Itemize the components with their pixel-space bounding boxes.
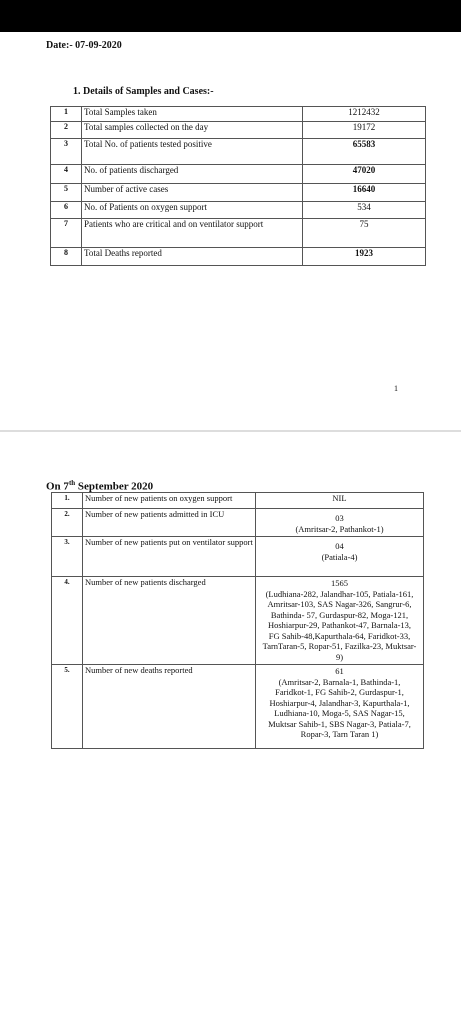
row-detail: (Ludhiana-282, Jalandhar-105, Patiala-161, Amritsar-103, SAS Nagar-326, Sangrur-6, Bathinda- 57, Gurdaspur-82, Moga-121, Hoshiarpur-29, Pathankot-47, Barnala-13, FG Sahib-48,Kapurthala-64, Faridkot-33, TarnTaran-5, Ropar-51, Fazilka-23, Muktsar-9)	[262, 588, 417, 662]
row-number: 3	[51, 139, 82, 165]
samples-cases-table	[50, 106, 426, 266]
section1-title: 1. Details of Samples and Cases:-	[73, 86, 214, 97]
row-number: 3.	[52, 537, 83, 577]
row-label: Number of active cases	[82, 184, 303, 202]
table-row	[52, 509, 424, 537]
row-value: 04	[335, 541, 344, 551]
row-label: Number of new patients put on ventilator support	[83, 537, 256, 577]
page-number: 1	[394, 384, 398, 393]
row-value-cell	[256, 577, 424, 665]
row-value-cell	[256, 509, 424, 537]
row-value: 19172	[303, 122, 426, 139]
title-suffix: September 2020	[75, 480, 154, 493]
row-label: Number of new patients discharged	[83, 577, 256, 665]
row-value: 61	[335, 666, 344, 676]
row-number: 2.	[52, 509, 83, 537]
row-number: 5.	[52, 665, 83, 749]
title-superscript: th	[68, 479, 76, 487]
row-number: 6	[51, 202, 82, 219]
row-value: 03	[335, 513, 344, 523]
row-label: Total samples collected on the day	[82, 122, 303, 139]
row-value-cell	[256, 493, 424, 509]
row-number: 5	[51, 184, 82, 202]
row-value: 75	[303, 219, 426, 248]
table-row	[52, 577, 424, 665]
table-row	[51, 184, 426, 202]
table-row	[51, 122, 426, 139]
daily-update-table	[51, 492, 424, 749]
row-value-cell	[256, 665, 424, 749]
row-label: Patients who are critical and on ventilator support	[82, 219, 303, 248]
row-label: Total Deaths reported	[82, 248, 303, 266]
row-value: 1565	[331, 578, 348, 588]
row-label: Number of new deaths reported	[83, 665, 256, 749]
row-label: Number of new patients admitted in ICU	[83, 509, 256, 537]
report-date: Date:- 07-09-2020	[46, 40, 122, 51]
row-value: 1212432	[303, 107, 426, 122]
row-detail: (Patiala-4)	[321, 551, 358, 562]
table-row	[51, 139, 426, 165]
row-value: 16640	[303, 184, 426, 202]
row-label: No. of patients discharged	[82, 165, 303, 184]
table-row	[51, 219, 426, 248]
row-label: Number of new patients on oxygen support	[83, 493, 256, 509]
section2-title	[46, 479, 153, 493]
row-value: 1923	[303, 248, 426, 266]
row-number: 1	[51, 107, 82, 122]
table-row	[52, 537, 424, 577]
row-number: 1.	[52, 493, 83, 509]
page-divider	[0, 430, 461, 432]
table-row	[51, 248, 426, 266]
row-number: 2	[51, 122, 82, 139]
table-row	[51, 202, 426, 219]
row-value-cell	[256, 537, 424, 577]
table-row	[51, 165, 426, 184]
row-number: 4.	[52, 577, 83, 665]
row-detail: (Amritsar-2, Barnala-1, Bathinda-1, Faridkot-1, FG Sahib-2, Gurdaspur-1, Hoshiarpur-4, Jalandhar-3, Kapurthala-1, Ludhiana-10, Moga-5, SAS Nagar-15, Muktsar Sahib-1, SBS Nagar-3, Patiala-7, Ropar-3, Tarn Taran 1)	[268, 676, 411, 739]
row-label: Total No. of patients tested positive	[82, 139, 303, 165]
row-value: 534	[303, 202, 426, 219]
table-row	[51, 107, 426, 122]
row-number: 4	[51, 165, 82, 184]
row-label: Total Samples taken	[82, 107, 303, 122]
row-number: 8	[51, 248, 82, 266]
row-value: NIL	[332, 493, 347, 503]
table-row	[52, 493, 424, 509]
row-number: 7	[51, 219, 82, 248]
top-bar	[0, 0, 461, 32]
table-row	[52, 665, 424, 749]
row-value: 65583	[303, 139, 426, 165]
row-label: No. of Patients on oxygen support	[82, 202, 303, 219]
title-prefix: On 7	[46, 480, 69, 493]
row-detail: (Amritsar-2, Pathankot-1)	[295, 523, 384, 534]
row-value: 47020	[303, 165, 426, 184]
